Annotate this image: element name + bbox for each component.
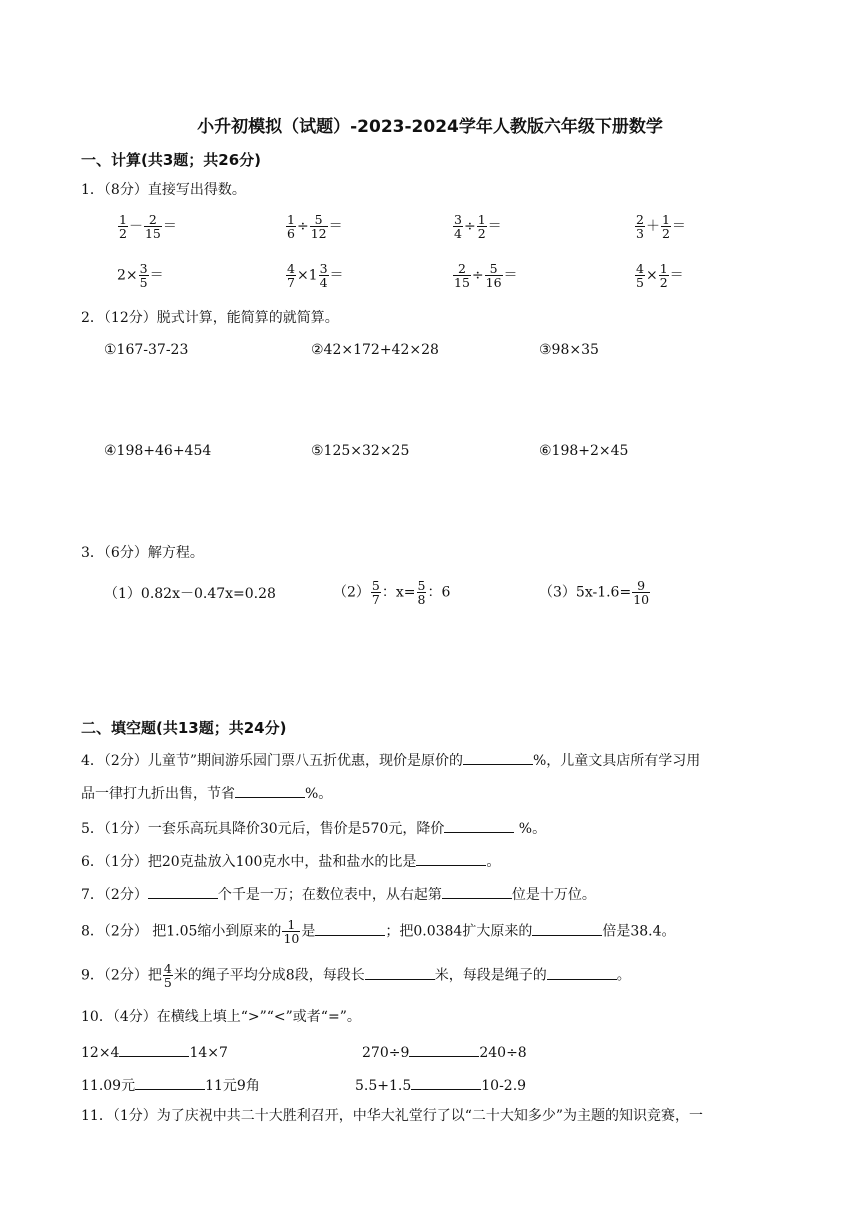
q10-blank-3[interactable] <box>135 1076 205 1090</box>
q2-item-6: ⑥198+2×45 <box>539 443 629 459</box>
q9-blank-2[interactable] <box>547 966 617 980</box>
question-10-prompt: 10．（4分）在横线上填上“>”“<”或者“=”。 <box>81 1009 361 1025</box>
q10-blank-1[interactable] <box>119 1043 189 1057</box>
question-4-line-2: 品一律打九折出售，节省 %。 <box>81 786 333 802</box>
question-8: 8．（2分） 把1.05缩小到原来的 $\frac{1}{10}$ 是 ；把0.0384扩大原来的 倍是38.4。 <box>81 917 676 946</box>
q7-blank-2[interactable] <box>442 885 512 899</box>
section-heading-fill-blank: 二、填空题(共13题；共24分) <box>81 719 287 737</box>
q2-item-1: ①167-37-23 <box>104 342 189 358</box>
q2-item-4: ④198+46+454 <box>104 443 212 459</box>
q10-blank-4[interactable] <box>411 1076 481 1090</box>
q5-blank[interactable] <box>444 819 514 833</box>
q10-blank-2[interactable] <box>409 1043 479 1057</box>
q8-blank-2[interactable] <box>532 922 602 936</box>
q10-compare-1: 12×4 14×7 <box>81 1045 228 1061</box>
q1-item-4: $\frac{2}{3}$ ＋ $\frac{1}{2}$ ＝ <box>636 212 686 241</box>
question-9: 9．（2分）把 $\frac{4}{5}$ 米的绳子平均分成8段，每段长 米，每段是绳子的 。 <box>81 961 631 990</box>
section-heading-calculation: 一、计算(共3题；共26分) <box>81 151 262 169</box>
question-11: 11．（1分）为了庆祝中共二十大胜利召开，中华大礼堂行了以“二十大知多少”为主题的知识竞赛，一 <box>81 1108 704 1124</box>
q6-blank[interactable] <box>416 852 486 866</box>
q2-item-2: ②42×172+42×28 <box>311 342 439 358</box>
q8-blank-1[interactable] <box>315 922 385 936</box>
q10-compare-2: 270÷9 240÷8 <box>362 1045 527 1061</box>
q3-equation-1: （1）0.82x－0.47x=0.28 <box>104 586 276 602</box>
question-5: 5．（1分）一套乐高玩具降价30元后，售价是570元，降价 %。 <box>81 821 547 837</box>
question-7: 7．（2分） 个千是一万；在数位表中，从右起第 位是十万位。 <box>81 887 596 903</box>
q2-item-5: ⑤125×32×25 <box>311 443 410 459</box>
q10-compare-3: 11.09元 11元9角 <box>81 1078 260 1094</box>
q1-item-5: 2× $\frac{3}{5}$ ＝ <box>117 261 164 290</box>
q1-item-7: $\frac{2}{15}$ ÷ $\frac{5}{16}$ ＝ <box>454 261 518 290</box>
q3-equation-2: （2） $\frac{5}{7}$ ：x= $\frac{5}{8}$ ：6 <box>333 578 451 607</box>
question-2-prompt: 2．（12分）脱式计算，能简算的就简算。 <box>81 310 339 326</box>
question-3-prompt: 3．（6分）解方程。 <box>81 545 204 561</box>
question-4-line-1: 4．（2分）儿童节”期间游乐园门票八五折优惠，现价是原价的 %，儿童文具店所有学习用 <box>81 753 701 769</box>
q1-item-6: $\frac{4}{7}$ ×1 $\frac{3}{4}$ ＝ <box>287 261 344 290</box>
question-1-prompt: 1．（8分）直接写出得数。 <box>81 182 246 198</box>
q1-item-3: $\frac{3}{4}$ ÷ $\frac{1}{2}$ ＝ <box>454 212 502 241</box>
q1-item-2: $\frac{1}{6}$ ÷ $\frac{5}{12}$ ＝ <box>287 212 343 241</box>
q4-blank-1[interactable] <box>463 751 533 765</box>
q4-blank-2[interactable] <box>235 784 305 798</box>
q1-item-8: $\frac{4}{5}$ × $\frac{1}{2}$ ＝ <box>636 261 684 290</box>
page-title: 小升初模拟（试题）-2023-2024学年人教版六年级下册数学 <box>197 117 663 137</box>
q2-item-3: ③98×35 <box>539 342 599 358</box>
q9-blank-1[interactable] <box>365 966 435 980</box>
q10-compare-4: 5.5+1.5 10-2.9 <box>355 1078 527 1094</box>
q3-equation-3: （3）5x-1.6= $\frac{9}{10}$ <box>539 578 650 607</box>
q1-item-1: $\frac{1}{2}$ － $\frac{2}{15}$ ＝ <box>119 212 177 241</box>
q7-blank-1[interactable] <box>148 885 218 899</box>
question-6: 6．（1分）把20克盐放入100克水中，盐和盐水的比是 。 <box>81 854 501 870</box>
